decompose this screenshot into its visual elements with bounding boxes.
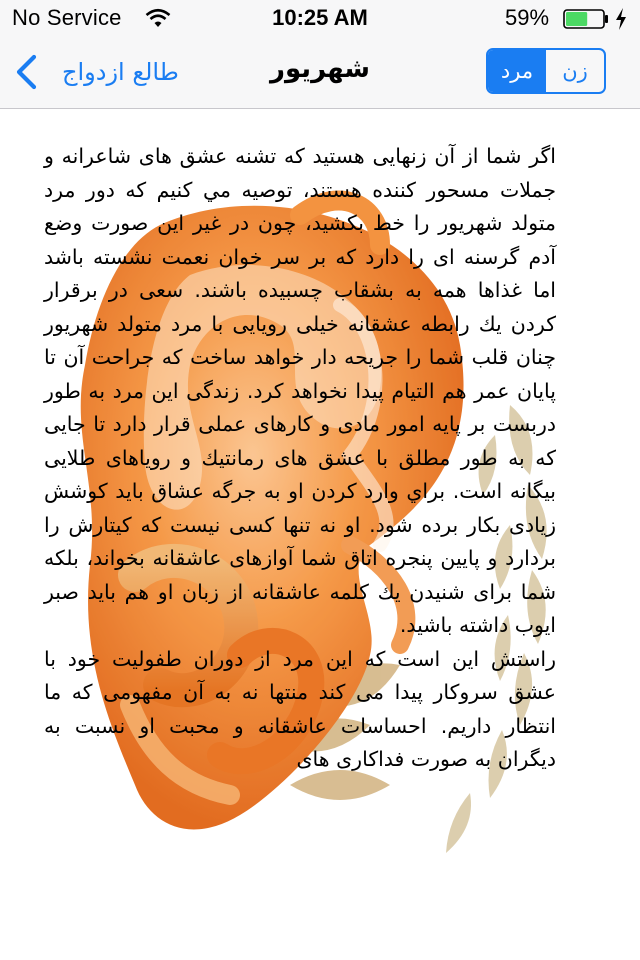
- clock-label: 10:25 AM: [272, 5, 368, 30]
- navigation-bar: [0, 40, 640, 109]
- page-title: شهریور: [270, 54, 370, 84]
- battery-fill: [566, 12, 587, 26]
- article-paragraph: راستش این است که این مرد از دوران طفولیت خود با عشق سروکار پیدا می کند منتها نه به آن مفهومی که ما انتظار داریم. احساسات عاشقانه و محبت او نسبت به دیگران به صورت فداکاری های: [44, 646, 556, 771]
- battery-percent-label: 59%: [505, 5, 550, 30]
- article-paragraph: اگر شما از آن زنهایی هستید که تشنه عشق های شاعرانه و جملات مسحور کننده هستند، توصیه مي کنیم که دور مرد متولد شهریور را خط بکشید، چون در غیر این صورت وضع آدم گرسنه ای را دارد که بر سر خوان نعمت نشسته باشد اما غذاها همه به بشقاب چسبیده باشند. سعی در برقرار کردن یك رابطه عشقانه خیلی رویایی با مرد متولد شهریور چنان قلب شما را جریحه دار خواهد ساخت که جراحت آن تا پایان عمر هم التیام پیدا نخواهد کرد. زندگی این مرد به طور دربست بر پایه امور مادی و کارهای عملی قرار دارد تا جایی که به طور مطلق با عشق های رمانتیك و رویاهای طلایی بیگانه است. براي وارد کردن او به جرگه عشاق باید کوشش زیادی بکار برده شود. او نه تنها کسی نیست که کیتارش را بردارد و پایین پنجره اتاق شما آوازهای عاشقانه بخواند، بلکه شما برای شنیدن یك کلمه عاشقانه از زبان او هم باید صبر ایوب داشته باشید.: [44, 144, 556, 637]
- back-button[interactable]: [14, 52, 179, 92]
- battery-icon: [563, 9, 609, 29]
- gender-segmented-control: [486, 48, 606, 94]
- carrier-label: No Service: [12, 5, 122, 30]
- status-bar: [0, 0, 640, 40]
- article-scroll-view[interactable]: [0, 110, 640, 910]
- charging-bolt-icon: [614, 7, 628, 31]
- segment-female[interactable]: زن: [562, 59, 588, 83]
- chevron-left-icon: [14, 54, 40, 90]
- bottom-blank-area: [0, 910, 640, 960]
- back-button-label: طالع ازدواج: [62, 58, 179, 86]
- horoscope-article: [44, 140, 556, 777]
- segment-male[interactable]: مرد: [488, 50, 546, 92]
